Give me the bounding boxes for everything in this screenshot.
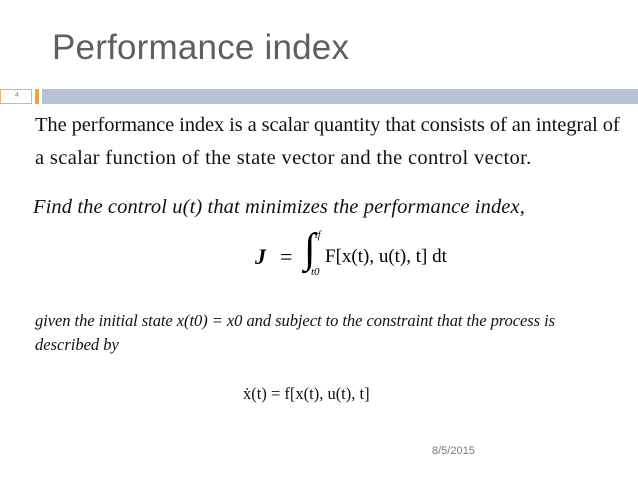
equation-equals: = <box>280 244 293 269</box>
integral-sign: ∫ <box>304 226 316 272</box>
body-line-1: The performance index is a scalar quantity that consists of an integral of <box>35 114 620 136</box>
equation-lhs: J <box>255 244 266 269</box>
slide-date: 8/5/2015 <box>432 445 475 457</box>
slide-number-box <box>0 89 32 104</box>
state-equation: ẋ(t) = f[x(t), u(t), t] <box>243 384 370 403</box>
performance-index-equation <box>255 226 495 290</box>
accent-bar <box>35 89 39 104</box>
integral-lower-limit: t0 <box>311 266 320 278</box>
integrand: F[x(t), u(t), t] dt <box>325 246 447 267</box>
body-line-3: Find the control u(t) that minimizes the performance index, <box>33 196 525 218</box>
body-line-4: given the initial state x(t0) = x0 and subject to the constraint that the process is <box>35 311 556 330</box>
integral-upper-limit: tf <box>315 230 321 241</box>
slide-number: 4 <box>15 92 19 99</box>
header-bar <box>42 89 638 104</box>
body-line-5: described by <box>35 335 119 354</box>
body-line-2: a scalar function of the state vector and the control vector. <box>35 147 532 169</box>
slide-title: Performance index <box>52 28 350 67</box>
